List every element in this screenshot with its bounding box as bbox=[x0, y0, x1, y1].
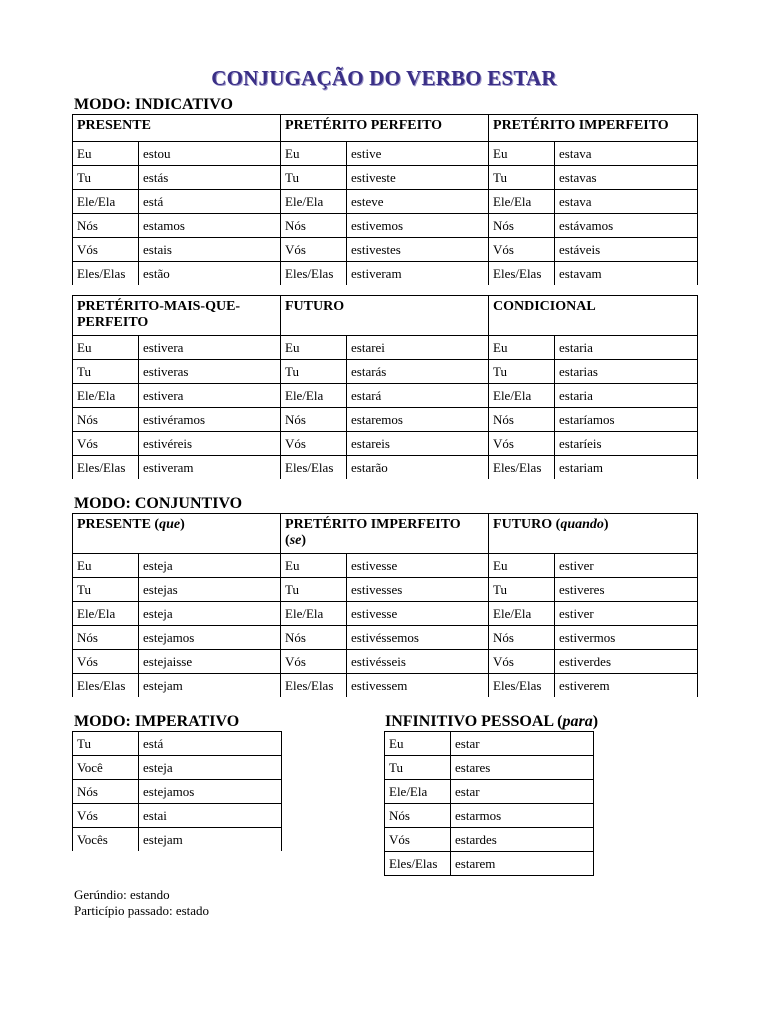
pronoun-cell: Vós bbox=[281, 238, 347, 262]
verb-form-cell: estaria bbox=[555, 336, 698, 360]
verb-form-cell: estava bbox=[555, 142, 698, 166]
pronoun-cell: Tu bbox=[281, 166, 347, 190]
verb-form-cell: estivera bbox=[139, 384, 281, 408]
verb-form-cell: estejaisse bbox=[139, 650, 281, 674]
section-title-infinitivo: INFINITIVO PESSOAL (para) bbox=[385, 713, 599, 730]
pronoun-cell: Ele/Ela bbox=[281, 602, 347, 626]
verb-form-cell: estivera bbox=[139, 336, 281, 360]
verb-form-cell: estarmos bbox=[451, 804, 594, 828]
pronoun-cell: Eles/Elas bbox=[73, 456, 139, 480]
pronoun-cell: Eles/Elas bbox=[281, 674, 347, 698]
verb-form-cell: estai bbox=[139, 804, 282, 828]
verb-form-cell: estiveras bbox=[139, 360, 281, 384]
pronoun-cell: Vocês bbox=[73, 828, 139, 852]
conj-marker-quando: quando bbox=[560, 517, 604, 532]
verb-form-cell: estejam bbox=[139, 828, 282, 852]
verb-form-cell: estivermos bbox=[555, 626, 698, 650]
table-conjuntivo bbox=[72, 513, 698, 697]
header-preterito-perfeito: PRETÉRITO PERFEITO bbox=[281, 115, 489, 142]
verb-form-cell: esteja bbox=[139, 756, 282, 780]
verb-form-cell: estarás bbox=[347, 360, 489, 384]
table-row bbox=[73, 432, 698, 456]
verb-form-cell: estivéreis bbox=[139, 432, 281, 456]
verb-form-cell: estares bbox=[451, 756, 594, 780]
verb-form-cell: estejamos bbox=[139, 626, 281, 650]
header-conj-presente: PRESENTE (que) bbox=[73, 514, 281, 554]
verb-form-cell: estiveste bbox=[347, 166, 489, 190]
header-futuro: FUTURO bbox=[281, 296, 489, 336]
section-title-imperativo: MODO: IMPERATIVO bbox=[74, 713, 240, 730]
table-row bbox=[73, 408, 698, 432]
header-conj-futuro: FUTURO (quando) bbox=[489, 514, 698, 554]
verb-form-cell: estive bbox=[347, 142, 489, 166]
pronoun-cell: Tu bbox=[73, 166, 139, 190]
infinitivo-marker: para bbox=[562, 713, 593, 730]
verb-form-cell: estás bbox=[139, 166, 281, 190]
pronoun-cell: Nós bbox=[73, 626, 139, 650]
section-title-indicativo: MODO: INDICATIVO bbox=[74, 96, 233, 113]
verb-form-cell: estiveram bbox=[347, 262, 489, 286]
pronoun-cell: Eu bbox=[489, 142, 555, 166]
verb-form-cell: estáveis bbox=[555, 238, 698, 262]
verb-form-cell: estarias bbox=[555, 360, 698, 384]
pronoun-cell: Você bbox=[73, 756, 139, 780]
pronoun-cell: Vós bbox=[385, 828, 451, 852]
pronoun-cell: Eles/Elas bbox=[489, 262, 555, 286]
verb-form-cell: estiveres bbox=[555, 578, 698, 602]
table-row bbox=[73, 756, 282, 780]
verb-form-cell: estardes bbox=[451, 828, 594, 852]
table-row bbox=[73, 214, 698, 238]
verb-form-cell: estiver bbox=[555, 554, 698, 578]
pronoun-cell: Eu bbox=[281, 554, 347, 578]
verb-form-cell: estaríamos bbox=[555, 408, 698, 432]
table-row bbox=[73, 780, 282, 804]
pronoun-cell: Tu bbox=[73, 578, 139, 602]
pronoun-cell: Eles/Elas bbox=[489, 674, 555, 698]
pronoun-cell: Ele/Ela bbox=[385, 780, 451, 804]
pronoun-cell: Tu bbox=[489, 360, 555, 384]
header-mais-que-perfeito: PRETÉRITO-MAIS-QUE-PERFEITO bbox=[73, 296, 281, 336]
table-row bbox=[385, 852, 594, 876]
verb-form-cell: estar bbox=[451, 732, 594, 756]
verb-form-cell: estavas bbox=[555, 166, 698, 190]
pronoun-cell: Ele/Ela bbox=[73, 602, 139, 626]
header-preterito-imperfeito: PRETÉRITO IMPERFEITO bbox=[489, 115, 698, 142]
table-row bbox=[385, 828, 594, 852]
pronoun-cell: Tu bbox=[73, 732, 139, 756]
section-title-conjuntivo: MODO: CONJUNTIVO bbox=[74, 495, 243, 512]
table-imperativo bbox=[72, 731, 282, 851]
header-presente: PRESENTE bbox=[73, 115, 281, 142]
pronoun-cell: Nós bbox=[281, 214, 347, 238]
pronoun-cell: Eles/Elas bbox=[281, 262, 347, 286]
verb-form-cell: estivesse bbox=[347, 602, 489, 626]
verb-form-cell: estais bbox=[139, 238, 281, 262]
verb-form-cell: estivesse bbox=[347, 554, 489, 578]
table-row bbox=[385, 780, 594, 804]
verb-form-cell: estou bbox=[139, 142, 281, 166]
pronoun-cell: Nós bbox=[73, 408, 139, 432]
pronoun-cell: Nós bbox=[385, 804, 451, 828]
table-row bbox=[73, 578, 698, 602]
verb-form-cell: estar bbox=[451, 780, 594, 804]
verb-form-cell: estão bbox=[139, 262, 281, 286]
pronoun-cell: Eu bbox=[385, 732, 451, 756]
pronoun-cell: Eles/Elas bbox=[73, 262, 139, 286]
table-row bbox=[73, 190, 698, 214]
pronoun-cell: Vós bbox=[489, 650, 555, 674]
pronoun-cell: Vós bbox=[489, 432, 555, 456]
verb-form-cell: estava bbox=[555, 190, 698, 214]
verb-form-cell: estiverdes bbox=[555, 650, 698, 674]
verb-form-cell: estejas bbox=[139, 578, 281, 602]
pronoun-cell: Vós bbox=[489, 238, 555, 262]
table-indicativo-1 bbox=[72, 114, 698, 285]
pronoun-cell: Ele/Ela bbox=[281, 190, 347, 214]
table-row bbox=[73, 732, 282, 756]
pronoun-cell: Ele/Ela bbox=[489, 384, 555, 408]
verb-form-cell: estaríeis bbox=[555, 432, 698, 456]
verb-form-cell: estamos bbox=[139, 214, 281, 238]
pronoun-cell: Eles/Elas bbox=[489, 456, 555, 480]
pronoun-cell: Tu bbox=[385, 756, 451, 780]
verb-form-cell: estiverem bbox=[555, 674, 698, 698]
verb-form-cell: estejamos bbox=[139, 780, 282, 804]
pronoun-cell: Nós bbox=[73, 780, 139, 804]
footer-notes bbox=[74, 887, 209, 919]
pronoun-cell: Tu bbox=[489, 166, 555, 190]
table-row bbox=[73, 238, 698, 262]
conj-marker-que: que bbox=[159, 517, 181, 532]
pronoun-cell: Ele/Ela bbox=[73, 384, 139, 408]
table-row bbox=[73, 360, 698, 384]
pronoun-cell: Eu bbox=[281, 142, 347, 166]
pronoun-cell: Nós bbox=[489, 408, 555, 432]
pronoun-cell: Vós bbox=[73, 238, 139, 262]
table-row bbox=[385, 804, 594, 828]
table-row bbox=[73, 384, 698, 408]
verb-form-cell: estivéssemos bbox=[347, 626, 489, 650]
table-row bbox=[73, 626, 698, 650]
header-conj-imperfeito: PRETÉRITO IMPERFEITO (se) bbox=[281, 514, 489, 554]
pronoun-cell: Eu bbox=[281, 336, 347, 360]
verb-form-cell: estarei bbox=[347, 336, 489, 360]
table-row bbox=[73, 828, 282, 852]
table-row bbox=[73, 166, 698, 190]
pronoun-cell: Eu bbox=[73, 336, 139, 360]
verb-form-cell: estavam bbox=[555, 262, 698, 286]
verb-form-cell: estivesses bbox=[347, 578, 489, 602]
pronoun-cell: Nós bbox=[73, 214, 139, 238]
verb-form-cell: estareis bbox=[347, 432, 489, 456]
header-condicional: CONDICIONAL bbox=[489, 296, 698, 336]
pronoun-cell: Eu bbox=[489, 554, 555, 578]
table-row bbox=[73, 674, 698, 698]
pronoun-cell: Tu bbox=[73, 360, 139, 384]
pronoun-cell: Nós bbox=[281, 626, 347, 650]
table-row bbox=[73, 804, 282, 828]
table-indicativo-2 bbox=[72, 295, 698, 479]
pronoun-cell: Eu bbox=[73, 142, 139, 166]
pronoun-cell: Nós bbox=[281, 408, 347, 432]
verb-form-cell: estará bbox=[347, 384, 489, 408]
verb-form-cell: estiveram bbox=[139, 456, 281, 480]
gerundio-line: Gerúndio: estando bbox=[74, 887, 170, 902]
verb-form-cell: esteve bbox=[347, 190, 489, 214]
pronoun-cell: Nós bbox=[489, 214, 555, 238]
verb-form-cell: está bbox=[139, 190, 281, 214]
pronoun-cell: Ele/Ela bbox=[73, 190, 139, 214]
table-row bbox=[73, 456, 698, 480]
verb-form-cell: estivestes bbox=[347, 238, 489, 262]
pronoun-cell: Ele/Ela bbox=[489, 602, 555, 626]
verb-form-cell: esteja bbox=[139, 602, 281, 626]
verb-form-cell: estivessem bbox=[347, 674, 489, 698]
pronoun-cell: Vós bbox=[73, 432, 139, 456]
verb-form-cell: estivéramos bbox=[139, 408, 281, 432]
pronoun-cell: Ele/Ela bbox=[489, 190, 555, 214]
verb-form-cell: estivésseis bbox=[347, 650, 489, 674]
pronoun-cell: Nós bbox=[489, 626, 555, 650]
verb-form-cell: estiver bbox=[555, 602, 698, 626]
table-row bbox=[73, 262, 698, 286]
pronoun-cell: Eles/Elas bbox=[73, 674, 139, 698]
pronoun-cell: Eu bbox=[489, 336, 555, 360]
table-row bbox=[385, 732, 594, 756]
pronoun-cell: Vós bbox=[73, 650, 139, 674]
pronoun-cell: Vós bbox=[73, 804, 139, 828]
verb-form-cell: esteja bbox=[139, 554, 281, 578]
table-row bbox=[73, 142, 698, 166]
pronoun-cell: Vós bbox=[281, 650, 347, 674]
table-infinitivo bbox=[384, 731, 594, 876]
pronoun-cell: Ele/Ela bbox=[281, 384, 347, 408]
verb-form-cell: estaremos bbox=[347, 408, 489, 432]
verb-form-cell: estarem bbox=[451, 852, 594, 876]
verb-form-cell: estaria bbox=[555, 384, 698, 408]
pronoun-cell: Eles/Elas bbox=[385, 852, 451, 876]
pronoun-cell: Tu bbox=[489, 578, 555, 602]
table-row bbox=[73, 650, 698, 674]
page-title: CONJUGAÇÃO DO VERBO ESTAR bbox=[211, 66, 557, 90]
table-row bbox=[385, 756, 594, 780]
participio-line: Particípio passado: estado bbox=[74, 903, 210, 918]
verb-form-cell: está bbox=[139, 732, 282, 756]
pronoun-cell: Tu bbox=[281, 578, 347, 602]
conj-marker-se: se bbox=[289, 533, 302, 548]
verb-form-cell: estejam bbox=[139, 674, 281, 698]
verb-form-cell: estarão bbox=[347, 456, 489, 480]
pronoun-cell: Vós bbox=[281, 432, 347, 456]
pronoun-cell: Eu bbox=[73, 554, 139, 578]
verb-form-cell: estariam bbox=[555, 456, 698, 480]
table-row bbox=[73, 336, 698, 360]
pronoun-cell: Eles/Elas bbox=[281, 456, 347, 480]
verb-form-cell: estávamos bbox=[555, 214, 698, 238]
table-row bbox=[73, 554, 698, 578]
table-row bbox=[73, 602, 698, 626]
pronoun-cell: Tu bbox=[281, 360, 347, 384]
verb-form-cell: estivemos bbox=[347, 214, 489, 238]
